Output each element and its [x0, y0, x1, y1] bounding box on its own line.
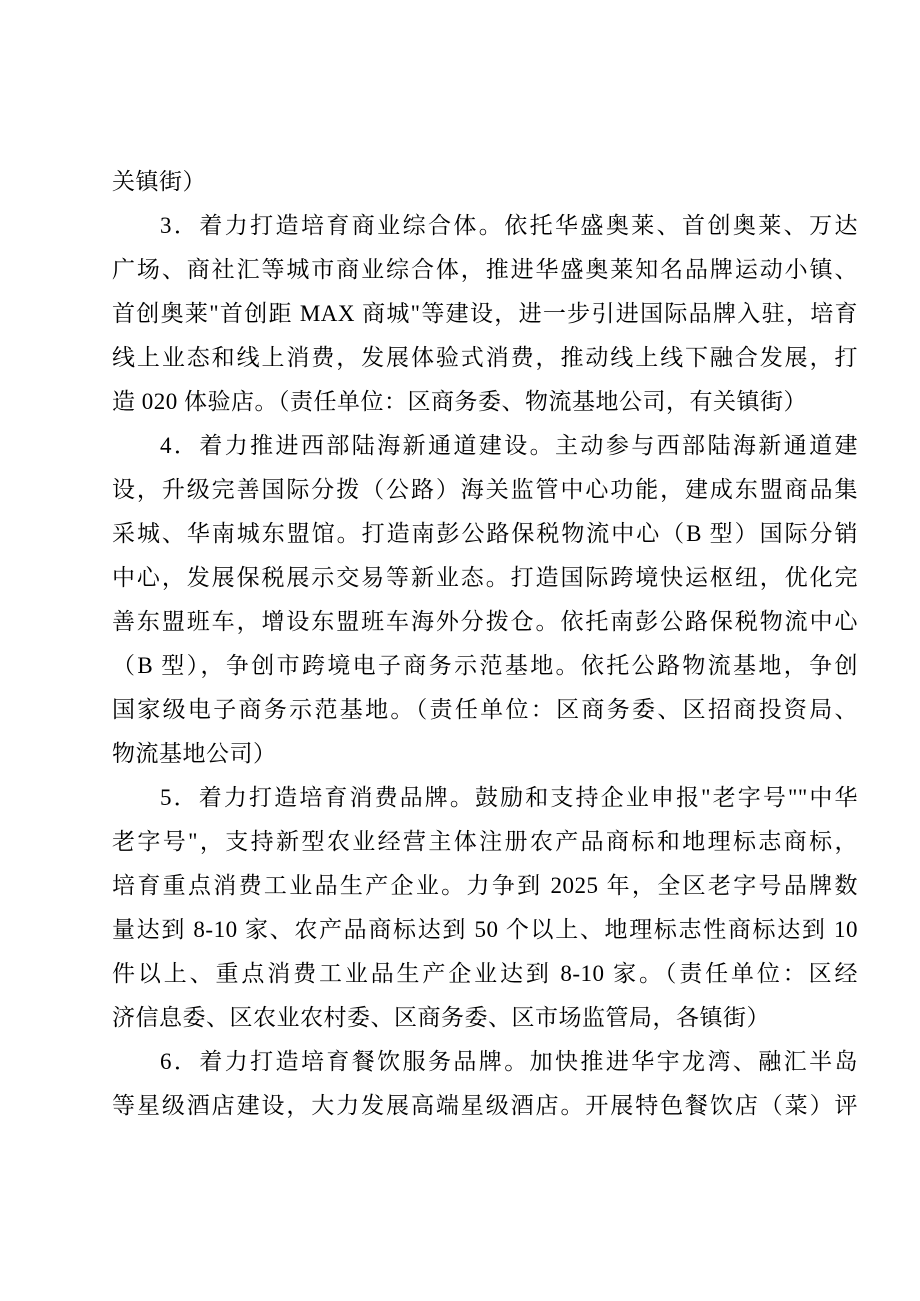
text-line: 关镇街）: [112, 169, 206, 194]
text-line: 造 020 体验店。（责任单位：区商务委、物流基地公司，有关镇街）: [112, 389, 807, 414]
text-line: 设，升级完善国际分拨（公路）海关监管中心功能，建成东盟商品集: [112, 477, 858, 502]
text-line: 物流基地公司）: [112, 741, 277, 766]
text-line: 3．着力打造培育商业综合体。依托华盛奥莱、首创奥莱、万达: [160, 213, 858, 238]
text-line: 4．着力推进西部陆海新通道建设。主动参与西部陆海新通道建: [160, 433, 858, 458]
text-line: 等星级酒店建设，大力发展高端星级酒店。开展特色餐饮店（菜）评: [112, 1093, 858, 1118]
text-line: 中心，发展保税展示交易等新业态。打造国际跨境快运枢纽，优化完: [112, 565, 858, 590]
text-line: 采城、华南城东盟馆。打造南彭公路保税物流中心（B 型）国际分销: [112, 521, 858, 546]
text-line: 5．着力打造培育消费品牌。鼓励和支持企业申报"老字号""中华: [160, 785, 858, 810]
text-line: 广场、商社汇等城市商业综合体，推进华盛奥莱知名品牌运动小镇、: [112, 257, 858, 282]
text-line: 6．着力打造培育餐饮服务品牌。加快推进华宇龙湾、融汇半岛: [160, 1049, 858, 1074]
document-text: [112, 160, 858, 1128]
text-line: 培育重点消费工业品生产企业。力争到 2025 年，全区老字号品牌数: [112, 873, 858, 898]
text-line: 线上业态和线上消费，发展体验式消费，推动线上线下融合发展，打: [112, 345, 858, 370]
text-line: 济信息委、区农业农村委、区商务委、区市场监管局，各镇街）: [112, 1005, 770, 1030]
text-line: 国家级电子商务示范基地。（责任单位：区商务委、区招商投资局、: [112, 697, 858, 722]
text-line: 件以上、重点消费工业品生产企业达到 8-10 家。（责任单位：区经: [112, 961, 858, 986]
text-line: 善东盟班车，增设东盟班车海外分拨仓。依托南彭公路保税物流中心: [112, 609, 858, 634]
text-line: （B 型），争创市跨境电子商务示范基地。依托公路物流基地，争创: [112, 653, 858, 678]
text-line: 老字号"，支持新型农业经营主体注册农产品商标和地理标志商标，: [112, 829, 858, 854]
text-line: 量达到 8-10 家、农产品商标达到 50 个以上、地理标志性商标达到 10: [112, 917, 858, 942]
text-line: 首创奥莱"首创距 MAX 商城"等建设，进一步引进国际品牌入驻，培育: [112, 301, 858, 326]
